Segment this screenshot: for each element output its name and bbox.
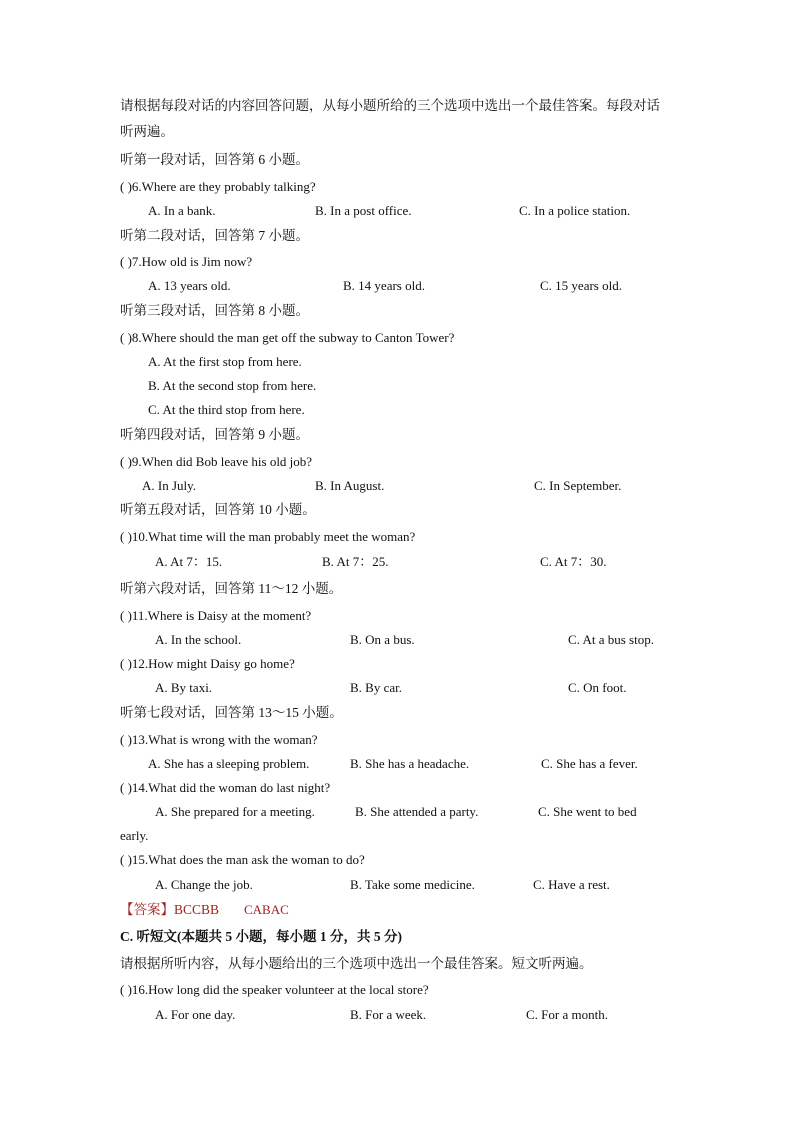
question-16-option-a: A. For one day. [155, 1007, 236, 1022]
intro-line-1: 请根据每段对话的内容回答问题，从每小题所给的三个选项中选出一个最佳答案。每段对话 [120, 98, 660, 113]
part-c-heading: C. 听短文(本题共 5 小题，每小题 1 分，共 5 分) [120, 929, 402, 944]
question-16-option-c: C. For a month. [526, 1007, 608, 1022]
question-11-option-b: B. On a bus. [350, 632, 415, 647]
question-6-stem: ( )6.Where are they probably talking? [120, 179, 316, 194]
question-8-stem: ( )8.Where should the man get off the subway to Canton Tower? [120, 330, 455, 345]
question-8-option-a: A. At the first stop from here. [148, 354, 302, 369]
answer-key-continued: CABAC [244, 902, 289, 917]
question-15-option-a: A. Change the job. [155, 877, 253, 892]
question-13-option-c: C. She has a fever. [541, 756, 638, 771]
question-15-option-b: B. Take some medicine. [350, 877, 475, 892]
question-15-stem: ( )15.What does the man ask the woman to do? [120, 852, 365, 867]
question-9-option-a: A. In July. [142, 478, 197, 493]
question-13-option-b: B. She has a headache. [350, 756, 470, 771]
section-heading: 听第一段对话，回答第 6 小题。 [120, 152, 309, 167]
question-11-option-c: C. At a bus stop. [568, 632, 654, 647]
question-11-stem: ( )11.Where is Daisy at the moment? [120, 608, 312, 623]
section-heading: 听第四段对话，回答第 9 小题。 [120, 427, 309, 442]
question-7-option-b: B. 14 years old. [343, 278, 425, 293]
question-16-option-b: B. For a week. [350, 1007, 427, 1022]
question-14-option-a: A. She prepared for a meeting. [155, 804, 315, 819]
intro-line-2: 听两遍。 [120, 124, 174, 139]
question-10-option-c: C. At 7：30. [540, 554, 607, 569]
section-heading: 听第六段对话，回答第 11～12 小题。 [120, 581, 343, 596]
question-6-option-b: B. In a post office. [315, 203, 412, 218]
question-7-option-a: A. 13 years old. [148, 278, 231, 293]
part-c-instruction: 请根据所听内容，从每小题给出的三个选项中选出一个最佳答案。短文听两遍。 [120, 956, 593, 971]
question-7-option-c: C. 15 years old. [540, 278, 622, 293]
question-9-option-c: C. In September. [534, 478, 622, 493]
question-12-option-a: A. By taxi. [155, 680, 213, 695]
question-8-option-c: C. At the third stop from here. [148, 402, 305, 417]
question-8-option-b: B. At the second stop from here. [148, 378, 317, 393]
question-10-option-a: A. At 7：15. [155, 554, 223, 569]
question-16-stem: ( )16.How long did the speaker volunteer at the local store? [120, 982, 429, 997]
section-heading: 听第二段对话，回答第 7 小题。 [120, 228, 309, 243]
question-10-stem: ( )10.What time will the man probably meet the woman? [120, 529, 416, 544]
section-heading: 听第三段对话，回答第 8 小题。 [120, 303, 309, 318]
question-7-stem: ( )7.How old is Jim now? [120, 254, 253, 269]
question-14-option-c: C. She went to bed [538, 804, 637, 819]
question-12-option-c: C. On foot. [568, 680, 627, 695]
section-heading: 听第七段对话，回答第 13～15 小题。 [120, 705, 343, 720]
question-13-stem: ( )13.What is wrong with the woman? [120, 732, 318, 747]
answer-key: 【答案】BCCBB [120, 902, 220, 917]
question-13-option-a: A. She has a sleeping problem. [148, 756, 310, 771]
question-14-option-c-continued: early. [120, 828, 149, 843]
question-9-option-b: B. In August. [315, 478, 385, 493]
question-6-option-c: C. In a police station. [519, 203, 631, 218]
question-14-stem: ( )14.What did the woman do last night? [120, 780, 331, 795]
section-heading: 听第五段对话，回答第 10 小题。 [120, 502, 316, 517]
question-11-option-a: A. In the school. [155, 632, 242, 647]
question-12-option-b: B. By car. [350, 680, 402, 695]
question-14-option-b: B. She attended a party. [355, 804, 479, 819]
question-9-stem: ( )9.When did Bob leave his old job? [120, 454, 313, 469]
question-10-option-b: B. At 7：25. [322, 554, 389, 569]
question-15-option-c: C. Have a rest. [533, 877, 610, 892]
question-12-stem: ( )12.How might Daisy go home? [120, 656, 295, 671]
question-6-option-a: A. In a bank. [148, 203, 216, 218]
